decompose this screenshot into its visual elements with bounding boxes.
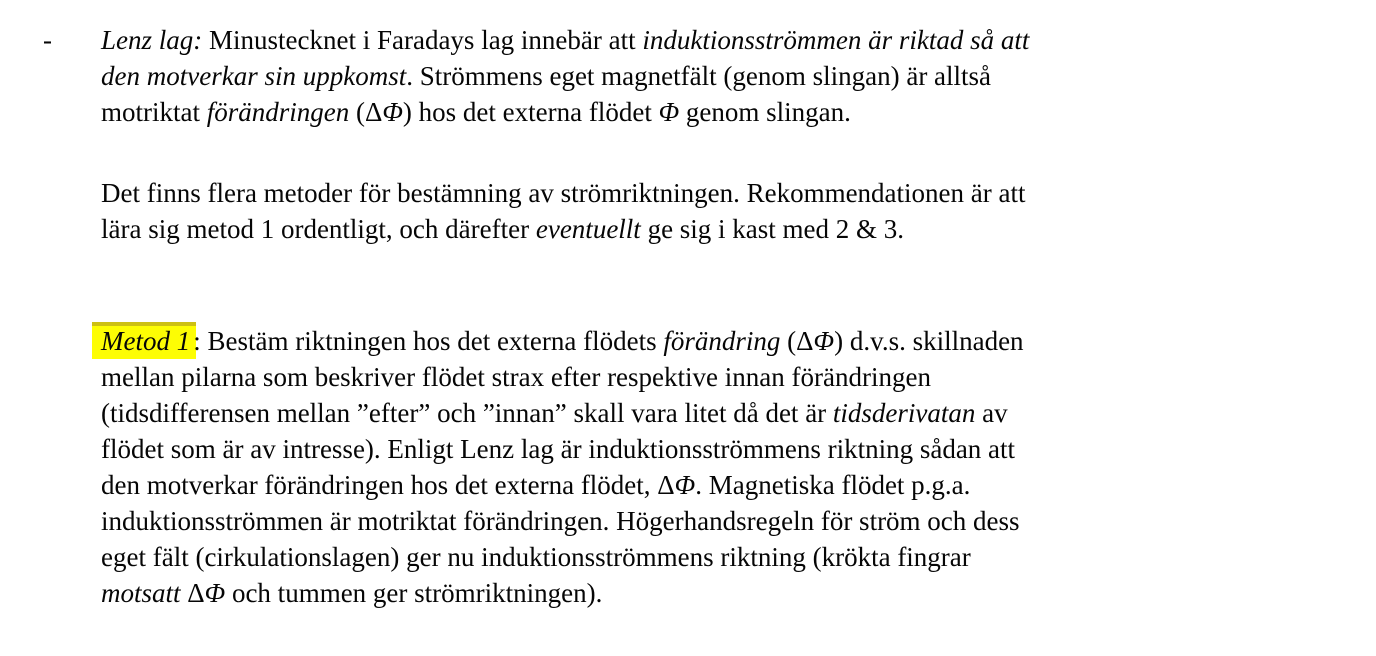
text-segment: tidsderivatan xyxy=(832,398,976,428)
text-segment: Φ xyxy=(658,97,680,127)
text-segment: ) d.v.s. skillnaden xyxy=(834,326,1024,356)
text-segment: Minustecknet i Faradays lag innebär att xyxy=(202,25,643,55)
text-segment: mellan pilarna som beskriver flödet strax efter respektive innan förändringen xyxy=(101,362,931,392)
text-segment: (Δ xyxy=(780,326,814,356)
text-segment: motriktat xyxy=(101,97,207,127)
text-line xyxy=(101,575,1029,611)
text-line xyxy=(101,211,1029,247)
text-segment: Δ xyxy=(180,578,205,608)
text-segment: Lenz lag: xyxy=(101,25,203,55)
text-segment: Det finns flera metoder för bestämning av strömriktningen. Rekommendationen är att xyxy=(101,178,1026,208)
text-segment: Φ xyxy=(382,97,403,127)
text-line xyxy=(101,539,1029,575)
text-segment: induktionsströmmen är riktad så att xyxy=(642,25,1030,55)
highlighted-text: Metod 1 xyxy=(92,322,196,359)
text-segment: (tidsdifferensen mellan ”efter” och ”innan” skall vara litet då det är xyxy=(101,398,833,428)
text-segment: Φ xyxy=(813,326,835,356)
bullet-dash-marker: - xyxy=(43,25,52,55)
text-segment: förändringen xyxy=(206,97,350,127)
text-segment: motsatt xyxy=(101,578,181,608)
paragraph-metoder-intro xyxy=(101,175,1029,247)
text-line xyxy=(101,22,1029,58)
text-segment: . Magnetiska flödet p.g.a. xyxy=(695,470,971,500)
text-segment: ge sig i kast med 2 & 3. xyxy=(640,214,905,244)
text-segment: . Strömmens eget magnetfält (genom slingan) är alltså xyxy=(406,61,992,91)
text-segment: induktionsströmmen är motriktat förändringen. Högerhandsregeln för ström och dess xyxy=(101,506,1020,536)
text-line xyxy=(101,175,1029,211)
paragraph-metod-1 xyxy=(101,323,1029,611)
text-segment: den motverkar sin uppkomst xyxy=(101,61,407,91)
paragraph-lenz-lag xyxy=(101,22,1029,130)
text-segment: eget fält (cirkulationslagen) ger nu induktionsströmmens riktning (krökta fingrar xyxy=(101,542,971,572)
text-line xyxy=(101,323,1029,359)
text-line xyxy=(101,94,1029,130)
text-line xyxy=(101,359,1029,395)
text-segment: flödet som är av intresse). Enligt Lenz lag är induktionsströmmens riktning sådan att xyxy=(101,434,1016,464)
text-line xyxy=(101,58,1029,94)
text-segment: Φ xyxy=(204,578,226,608)
text-segment: av xyxy=(975,398,1008,428)
text-segment: förändring xyxy=(663,326,781,356)
text-line xyxy=(101,503,1029,539)
paragraphs xyxy=(101,22,1029,611)
text-segment: : Bestäm riktningen hos det externa flödets xyxy=(193,326,664,356)
text-segment: ) hos det externa flödet xyxy=(402,97,659,127)
text-segment: Φ xyxy=(674,470,696,500)
text-segment: genom slingan. xyxy=(679,97,851,127)
text-segment: och tummen ger strömriktningen). xyxy=(225,578,603,608)
text-segment: den motverkar förändringen hos det externa flödet, Δ xyxy=(101,470,675,500)
text-segment: eventuellt xyxy=(535,214,641,244)
text-line xyxy=(101,467,1029,503)
text-segment: lära sig metod 1 ordentligt, och därefter xyxy=(101,214,536,244)
text-line xyxy=(101,395,1029,431)
text-line xyxy=(101,431,1029,467)
text-segment: (Δ xyxy=(349,97,383,127)
